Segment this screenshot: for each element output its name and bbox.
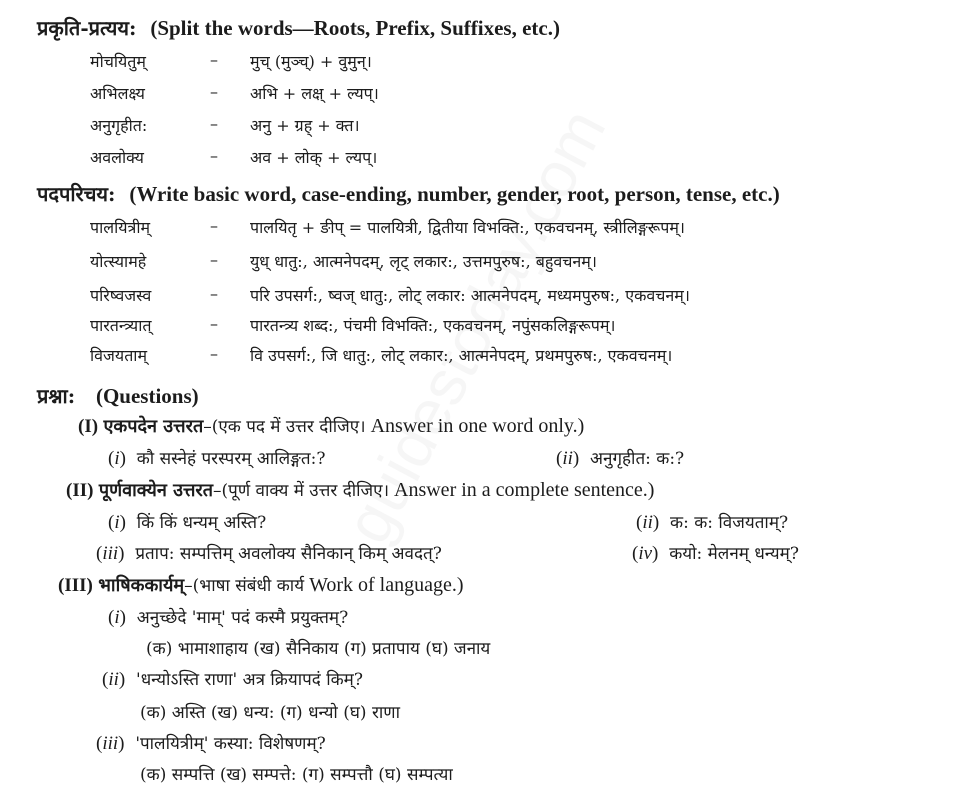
- question-number: i: [114, 607, 120, 628]
- split-row-word: मोचयितुम्: [90, 52, 146, 71]
- parichay-row-word: पारतन्त्र्यात्: [90, 316, 152, 335]
- question-number: i: [114, 448, 120, 469]
- part-title-english: Answer in a complete sentence.): [389, 479, 655, 501]
- part-number: (I): [78, 416, 99, 437]
- split-row-value: अनु + ग्रह् + क्त।: [250, 116, 360, 135]
- question-number: iii: [102, 543, 119, 564]
- question-number: ii: [642, 512, 653, 533]
- split-row-dash: –: [210, 114, 218, 133]
- part-2-heading: [66, 478, 654, 502]
- parichay-row-desc: पारतन्त्र्य शब्द:, पंचमी विभक्ति:, एकवचनम्, नपुंसकलिङ्गरूपम्।: [250, 316, 616, 335]
- split-row-word: अवलोक्य: [90, 148, 144, 167]
- part-title-rest: –(एक पद में उत्तर दीजिए।: [203, 417, 366, 437]
- split-row-word: अनुगृहीत:: [90, 116, 148, 135]
- question-item: (i) कौ सस्नेहं परस्परम् आलिङ्गत:?: [108, 448, 326, 469]
- heading-english: (Split the words—Roots, Prefix, Suffixes, etc.): [150, 16, 560, 40]
- section-heading-questions: [37, 382, 199, 409]
- part-1-heading: [78, 414, 584, 438]
- question-number: ii: [108, 669, 119, 690]
- question-text: प्रताप: सम्पत्तिम् अवलोक्य सैनिकान् किम् अवदत्?: [135, 544, 442, 564]
- heading-english: (Questions): [95, 384, 199, 408]
- parichay-row-word: योत्स्यामहे: [90, 252, 147, 271]
- part-number: (III): [58, 575, 93, 596]
- parichay-row-dash: –: [210, 216, 218, 235]
- parichay-row-desc: वि उपसर्ग:, जि धातु:, लोट् लकार:, आत्मनेपदम्, प्रथमपुरुष:, एकवचनम्।: [250, 346, 673, 365]
- question-text: अनुगृहीत: क:?: [590, 449, 685, 469]
- section-heading-padparichay: [37, 180, 780, 207]
- part-3-heading: [58, 573, 464, 597]
- question-item: (ii) अनुगृहीत: क:?: [556, 448, 685, 469]
- question-text: क: क: विजयताम्?: [670, 513, 789, 533]
- split-row-dash: –: [210, 146, 218, 165]
- parichay-row-word: परिष्वजस्व: [90, 286, 152, 305]
- part-title-hindi: एकपदेन उत्तरत: [103, 416, 204, 437]
- part-title-hindi: भाषिककार्यम्: [98, 575, 185, 596]
- question-item: (iii) प्रताप: सम्पत्तिम् अवलोक्य सैनिकान् किम् अवदत्?: [96, 543, 442, 564]
- heading-english: (Write basic word, case-ending, number, gender, root, person, tense, etc.): [129, 182, 780, 206]
- question-item: (iv) कयो: मेलनम् धन्यम्?: [632, 543, 799, 564]
- question-options: (क) भामाशाहाय (ख) सैनिकाय (ग) प्रतापाय (घ) जनाय: [146, 639, 491, 659]
- question-number: ii: [562, 448, 573, 469]
- part-title-rest: –(पूर्ण वाक्य में उत्तर दीजिए।: [213, 481, 390, 501]
- parichay-row-word: विजयताम्: [90, 346, 148, 365]
- heading-hindi: प्रकृति-प्रत्यय:: [37, 16, 137, 40]
- parichay-row-desc: पालयितृ + ङीप् = पालयित्री, द्वितीया विभक्ति:, एकवचनम्, स्त्रीलिङ्गरूपम्।: [250, 218, 685, 237]
- parichay-row-desc: युध् धातु:, आत्मनेपदम्, लृट् लकार:, उत्तमपुरुष:, बहुवचनम्।: [250, 252, 597, 271]
- question-options: (क) अस्ति (ख) धन्य: (ग) धन्यो (घ) राणा: [140, 703, 400, 723]
- split-row-value: अव + लोक् + ल्यप्।: [250, 148, 378, 167]
- question-number: iii: [102, 733, 119, 754]
- part-title-english: Answer in one word only.): [365, 415, 585, 437]
- parichay-row-dash: –: [210, 314, 218, 333]
- parichay-row-word: पालयित्रीम्: [90, 218, 151, 237]
- question-number: iv: [638, 543, 653, 564]
- question-item: (ii) 'धन्योऽस्ति राणा' अत्र क्रियापदं किम्?: [102, 669, 363, 690]
- split-row-dash: –: [210, 82, 218, 101]
- split-row-word: अभिलक्ष्य: [90, 84, 145, 103]
- part-number: (II): [66, 480, 94, 501]
- heading-hindi: प्रश्ना:: [37, 384, 76, 408]
- question-item: (i) किं किं धन्यम् अस्ति?: [108, 512, 267, 533]
- question-options: (क) सम्पत्ति (ख) सम्पत्ते: (ग) सम्पत्तौ (घ) सम्पत्या: [140, 765, 453, 785]
- question-item: (ii) क: क: विजयताम्?: [636, 512, 789, 533]
- split-row-value: अभि + लक्ष् + ल्यप्।: [250, 84, 379, 103]
- parichay-row-dash: –: [210, 284, 218, 303]
- part-title-english: Work of language.): [304, 574, 464, 596]
- part-title-rest: –(भाषा संबंधी कार्य: [184, 576, 305, 596]
- part-title-hindi: पूर्णवाक्येन उत्तरत: [98, 480, 214, 501]
- split-row-value: मुच् (मुञ्च्) + वुमुन्।: [250, 52, 372, 71]
- question-text: अनुच्छेदे 'माम्' पदं कस्मै प्रयुक्तम्?: [136, 608, 349, 628]
- parichay-row-dash: –: [210, 250, 218, 269]
- split-row-dash: –: [210, 50, 218, 69]
- parichay-row-desc: परि उपसर्ग:, ष्वज् धातु:, लोट् लकार: आत्मनेपदम्, मध्यमपुरुष:, एकवचनम्।: [250, 286, 690, 305]
- question-item: (i) अनुच्छेदे 'माम्' पदं कस्मै प्रयुक्तम्?: [108, 607, 349, 628]
- question-item: (iii) 'पालयित्रीम्' कस्या: विशेषणम्?: [96, 733, 326, 754]
- question-text: 'धन्योऽस्ति राणा' अत्र क्रियापदं किम्?: [136, 670, 363, 690]
- question-text: कौ सस्नेहं परस्परम् आलिङ्गत:?: [136, 449, 326, 469]
- question-text: किं किं धन्यम् अस्ति?: [136, 513, 267, 533]
- section-heading-prakriti-pratyay: [37, 14, 560, 41]
- parichay-row-dash: –: [210, 344, 218, 363]
- heading-hindi: पदपरिचय:: [37, 182, 116, 206]
- question-text: कयो: मेलनम् धन्यम्?: [669, 544, 799, 564]
- question-text: 'पालयित्रीम्' कस्या: विशेषणम्?: [135, 734, 326, 754]
- question-number: i: [114, 512, 120, 533]
